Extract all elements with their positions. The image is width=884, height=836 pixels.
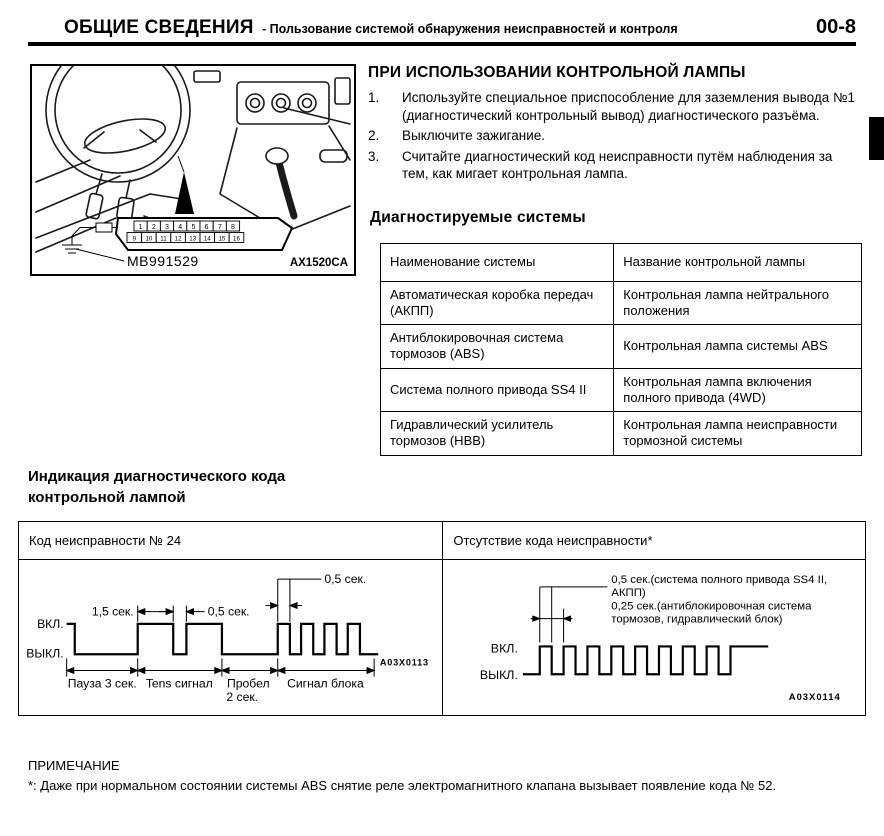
note2-line2: тормозов, гидравлический блок)	[611, 613, 783, 626]
note2-line1: 0,25 сек.(антиблокировочная система	[611, 600, 812, 613]
dim-short-label: 0,5 сек.	[324, 571, 367, 586]
table-row	[381, 281, 862, 325]
no-fault-header: Отсутствие кода неисправности*	[443, 521, 866, 559]
figure-code-label: AX1520CA	[289, 257, 348, 269]
step-number: 2.	[368, 128, 380, 144]
dim-long-pulse	[138, 605, 205, 621]
svg-text:15: 15	[218, 235, 226, 243]
indication-heading-line1: Индикация диагностического кода	[28, 467, 286, 485]
svg-text:5: 5	[191, 224, 196, 231]
diagnostic-connector	[116, 218, 292, 250]
table-row	[381, 368, 862, 412]
svg-text:12: 12	[174, 235, 182, 243]
dashboard-drawing	[32, 66, 354, 274]
list-item	[368, 89, 862, 124]
page-subtitle: - Пользование системой обнаружения неисправностей и контроля	[262, 22, 678, 36]
footnote-heading: ПРИМЕЧАНИЕ	[28, 757, 120, 773]
pointer-line	[178, 156, 184, 172]
step-number: 3.	[368, 148, 380, 164]
lamp-cell: Контрольная лампа системы ABS	[614, 325, 862, 369]
segment-pause-label: Пауза 3 сек.	[67, 676, 137, 691]
ground-tool	[62, 223, 124, 261]
no-fault-waveform-cell	[443, 559, 866, 715]
dashboard-illustration	[30, 64, 356, 276]
fault-code-header: Код неисправности № 24	[19, 521, 443, 559]
system-cell: Гидравлический усилитель тормозов (HBB)	[381, 412, 614, 456]
svg-text:8: 8	[231, 224, 235, 231]
table-row	[381, 412, 862, 456]
segment-break-label-line1: Пробел	[227, 676, 270, 691]
svg-text:1: 1	[138, 224, 143, 231]
step-text: Используйте специальное приспособление для заземления вывода №1 (диагностический контрольный вывод) диагностического разъёма.	[402, 90, 855, 123]
segment-dimensions	[67, 658, 374, 676]
table-row	[381, 325, 862, 369]
no-fault-waveform	[445, 563, 863, 712]
fault-code-waveform-cell	[19, 559, 443, 715]
system-cell: Автоматическая коробка передач (АКПП)	[381, 281, 614, 325]
svg-text:9: 9	[132, 235, 137, 243]
off-label: ВЫКЛ.	[480, 667, 519, 682]
tool-number-label: MB991529	[127, 253, 199, 269]
diagnosed-systems-table	[380, 243, 862, 456]
column-header: Наименование системы	[381, 243, 614, 281]
step-text: Считайте диагностический код неисправности путём наблюдения за тем, как мигает контрольная лампа.	[402, 148, 833, 182]
table-header-row	[381, 243, 862, 281]
system-cell: Система полного привода SS4 II	[381, 368, 614, 412]
segment-break-label-line2: 2 сек.	[226, 689, 259, 704]
svg-text:11: 11	[160, 235, 167, 243]
figure-code-label: A03X0114	[789, 690, 842, 702]
note1-line1: 0,5 сек.(система полного привода SS4 II,	[611, 573, 828, 586]
svg-text:4: 4	[178, 224, 183, 231]
waveform-row	[19, 559, 866, 715]
lamp-cell: Контрольная лампа нейтрального положения	[614, 281, 862, 325]
indication-heading-line2: контрольной лампой	[28, 488, 186, 506]
off-label: ВЫКЛ.	[26, 646, 64, 661]
table-header-row	[19, 521, 866, 559]
segment-tens-label: Tens сигнал	[145, 676, 213, 691]
svg-text:14: 14	[203, 235, 211, 243]
lamp-usage-heading: ПРИ ИСПОЛЬЗОВАНИИ КОНТРОЛЬНОЙ ЛАМПЫ	[368, 64, 746, 81]
svg-text:10: 10	[145, 235, 153, 243]
note1-line2: АКПП)	[611, 586, 647, 599]
dim-long-label: 1,5 сек.	[91, 604, 134, 619]
main-content	[30, 64, 856, 456]
dim-short-pulse	[266, 579, 322, 622]
svg-text:6: 6	[204, 224, 209, 231]
footnote-block	[28, 757, 884, 795]
header-title-group	[64, 17, 678, 39]
footnote-text: *: Даже при нормальном состоянии системы ABS снятие реле электромагнитного клапана вызывает появление кода № 52.	[28, 777, 777, 793]
on-label: ВКЛ.	[491, 641, 519, 656]
list-item	[368, 148, 862, 183]
svg-text:16: 16	[233, 235, 240, 243]
pulse-dimension-bracket	[531, 587, 607, 643]
diagnosed-systems-heading: Диагностируемые системы	[370, 208, 586, 226]
indication-heading	[28, 466, 884, 508]
segment-units-label: Сигнал блока	[287, 676, 364, 691]
svg-text:13: 13	[189, 235, 197, 243]
svg-text:7: 7	[217, 224, 222, 231]
system-cell: Антиблокировочная система тормозов (ABS)	[381, 325, 614, 369]
instructions-column	[368, 64, 862, 456]
page-number: 00-8	[815, 16, 856, 38]
step-text: Выключите зажигание.	[402, 128, 545, 144]
on-label: ВКЛ.	[37, 616, 64, 631]
page-header	[28, 16, 856, 46]
pointer-arrow-icon	[175, 172, 194, 214]
revision-marker	[869, 117, 884, 160]
dim-gap-label: 0,5 сек.	[207, 604, 250, 619]
figure-code-label: A03X0113	[379, 657, 429, 668]
lamp-cell: Контрольная лампа неисправности тормозной системы	[614, 412, 862, 456]
step-number: 1.	[368, 90, 380, 105]
page-title: ОБЩИЕ СВЕДЕНИЯ	[64, 17, 254, 38]
lamp-cell: Контрольная лампа включения полного привода (4WD)	[614, 368, 862, 412]
list-item	[368, 127, 862, 145]
fault-code-24-waveform	[21, 563, 433, 709]
svg-text:3: 3	[165, 224, 169, 231]
column-header: Название контрольной лампы	[614, 243, 862, 281]
svg-text:2: 2	[151, 224, 156, 231]
code-indication-table	[18, 521, 866, 716]
